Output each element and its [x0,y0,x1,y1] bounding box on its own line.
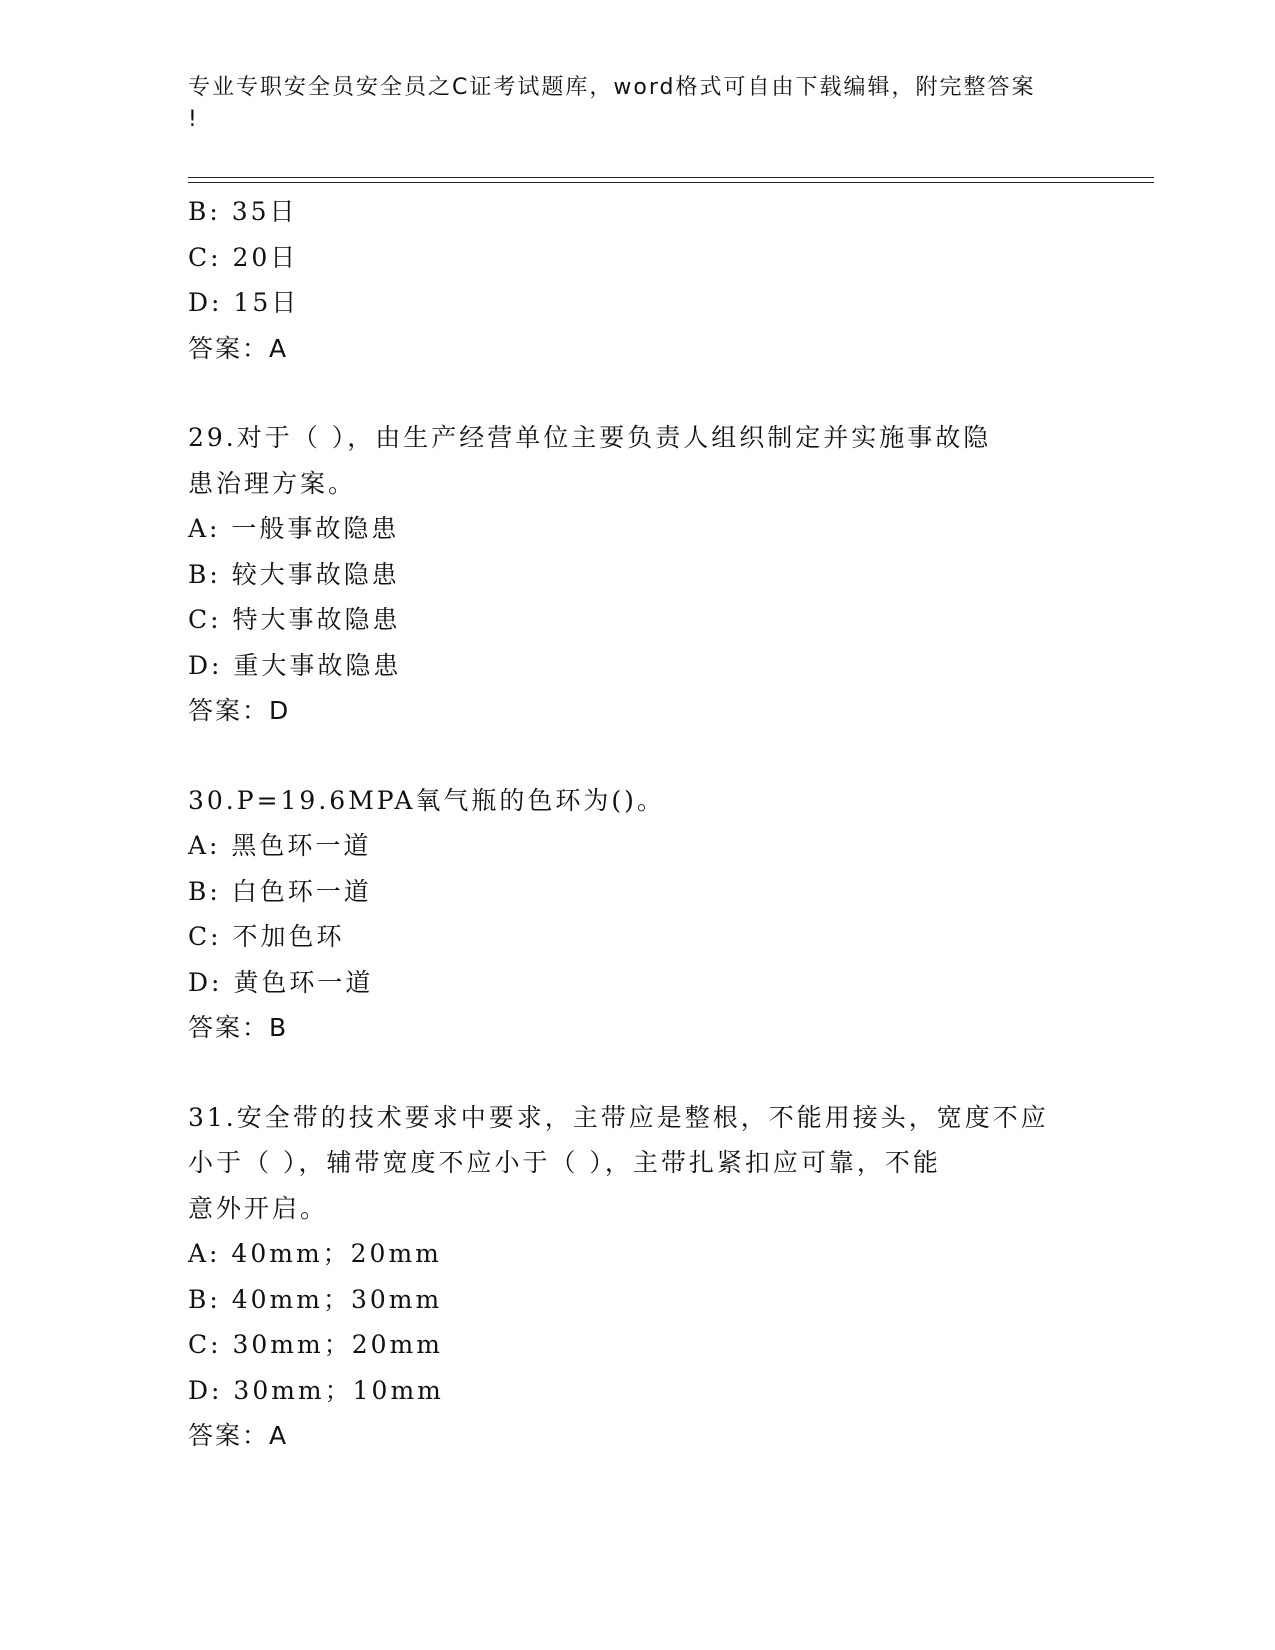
option-b: B: 40mm；30mm [188,1284,443,1314]
option-d: D: 重大事故隐患 [188,650,402,680]
document-header [188,72,1068,136]
question-text: 患治理方案。 [188,468,357,498]
option-a: A: 黑色环一道 [188,831,372,860]
option-b: B: 白色环一道 [188,876,372,906]
header-title-line-end: ! [188,107,199,132]
option-b: B: 35日 [188,197,298,226]
question-block [188,189,1088,371]
answer-line: 答案：B [188,1013,289,1042]
question-text: 31.安全带的技术要求中要求，主带应是整根，不能用接头，宽度不应 [188,1102,1049,1132]
answer-line: 答案：D [188,696,291,725]
option-b: B: 较大事故隐患 [188,559,400,589]
question-block [188,778,1088,1051]
option-d: D: 30mm；10mm [188,1375,444,1405]
option-a: A: 一般事故隐患 [188,514,400,543]
option-c: C: 特大事故隐患 [188,605,401,634]
question-text: 小于（ ），辅带宽度不应小于（ ），主带扎紧扣应可靠，不能 [188,1148,941,1177]
spacer [188,734,1088,778]
question-block [188,1095,1088,1459]
option-a: A: 40mm；20mm [188,1239,442,1268]
question-block [188,415,1088,734]
answer-line: 答案：A [188,333,289,363]
header-divider-bottom [188,182,1154,183]
question-list [188,189,1088,1459]
option-c: C: 30mm；20mm [188,1330,443,1359]
header-divider-top [188,177,1154,178]
option-d: D: 15日 [188,288,300,317]
header-title-line: 专业专职安全员安全员之C证考试题库，word格式可自由下载编辑，附完整答案 [188,75,1036,100]
option-c: C: 20日 [188,242,299,272]
spacer [188,371,1088,415]
spacer [188,1051,1088,1095]
answer-line: 答案：A [188,1421,289,1450]
question-text: 30.P=19.6MPA氧气瓶的色环为()。 [188,785,665,815]
question-text: 意外开启。 [188,1193,329,1223]
option-c: C: 不加色环 [188,922,345,951]
question-text: 29.对于（ ），由生产经营单位主要负责人组织制定并实施事故隐 [188,423,992,452]
option-d: D: 黄色环一道 [188,967,374,997]
